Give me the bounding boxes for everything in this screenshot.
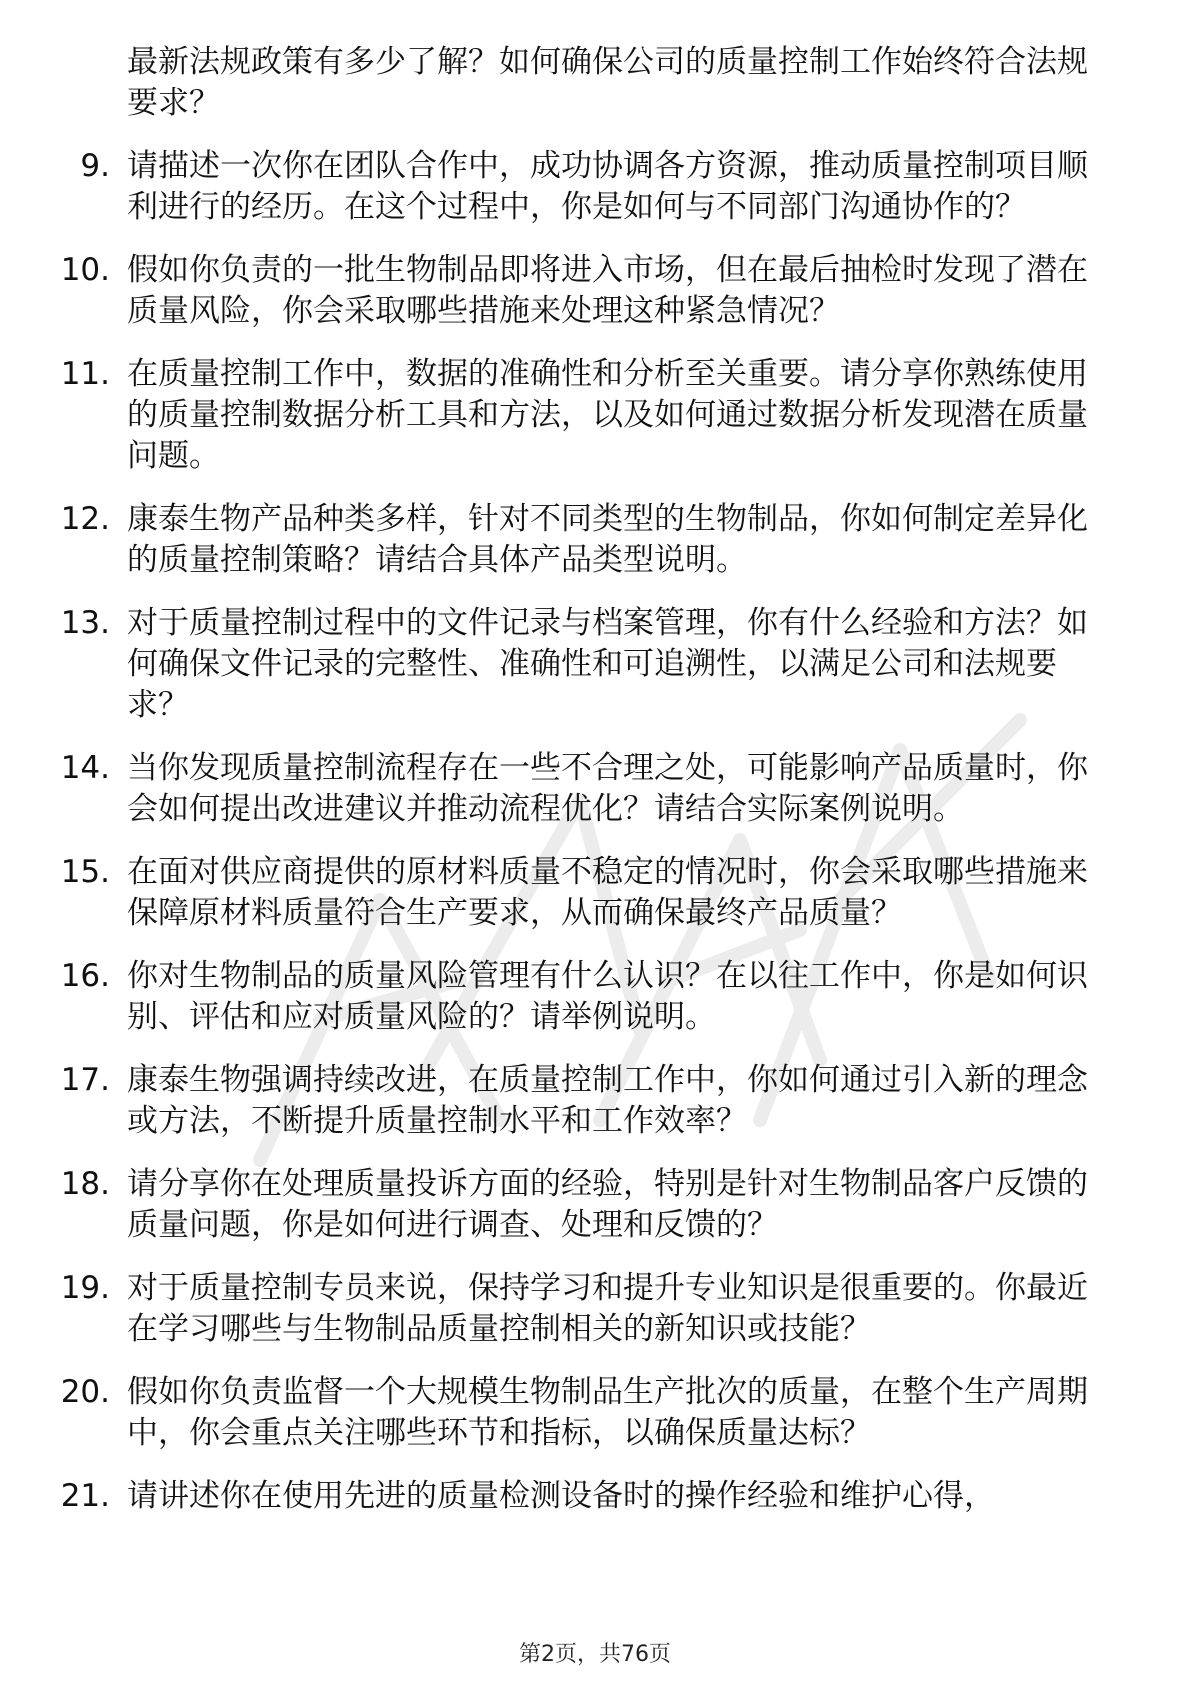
question-text: 在质量控制工作中，数据的准确性和分析至关重要。请分享你熟练使用的质量控制数据分析工具和方法，以及如何通过数据分析发现潜在质量问题。: [127, 356, 1088, 474]
question-number: 12.: [60, 501, 110, 537]
question-text: 你对生物制品的质量风险管理有什么认识？在以往工作中，你是如何识别、评估和应对质量风险的？请举例说明。: [127, 958, 1088, 1035]
question-number: 20.: [60, 1374, 110, 1410]
question-text: 康泰生物强调持续改进，在质量控制工作中，你如何通过引入新的理念或方法，不断提升质量控制水平和工作效率？: [127, 1062, 1088, 1139]
list-item-question-17: [0, 1060, 1190, 1142]
list-item-question-18: [0, 1164, 1190, 1246]
question-text: 假如你负责监督一个大规模生物制品生产批次的质量，在整个生产周期中，你会重点关注哪些环节和指标，以确保质量达标？: [127, 1374, 1088, 1451]
page-number-footer: 第2页，共76页: [519, 1642, 671, 1667]
continuation-paragraph: 最新法规政策有多少了解？如何确保公司的质量控制工作始终符合法规要求？: [127, 44, 1088, 121]
question-number: 21.: [60, 1478, 110, 1514]
list-item-question-10: [0, 250, 1190, 332]
question-number: 15.: [60, 854, 110, 890]
question-text: 康泰生物产品种类多样，针对不同类型的生物制品，你如何制定差异化的质量控制策略？请结合具体产品类型说明。: [127, 501, 1088, 578]
question-number: 18.: [60, 1166, 110, 1202]
list-item-question-16: [0, 956, 1190, 1038]
list-item-question-9: [0, 146, 1190, 228]
question-text: 对于质量控制过程中的文件记录与档案管理，你有什么经验和方法？如何确保文件记录的完整性、准确性和可追溯性，以满足公司和法规要求？: [127, 605, 1088, 723]
list-item-question-12: [0, 499, 1190, 581]
question-number: 19.: [60, 1270, 110, 1306]
list-item-question-20: [0, 1372, 1190, 1454]
list-item-question-15: [0, 852, 1190, 934]
list-item-question-14: [0, 748, 1190, 830]
list-item-question-19: [0, 1268, 1190, 1350]
question-number: 14.: [60, 750, 110, 786]
question-number: 10.: [60, 252, 110, 288]
question-text: 对于质量控制专员来说，保持学习和提升专业知识是很重要的。你最近在学习哪些与生物制品质量控制相关的新知识或技能？: [127, 1270, 1088, 1347]
question-text: 请分享你在处理质量投诉方面的经验，特别是针对生物制品客户反馈的质量问题，你是如何进行调查、处理和反馈的？: [127, 1166, 1088, 1243]
question-number: 9.: [80, 148, 110, 184]
question-text: 在面对供应商提供的原材料质量不稳定的情况时，你会采取哪些措施来保障原材料质量符合生产要求，从而确保最终产品质量？: [127, 854, 1088, 931]
question-number: 13.: [60, 605, 110, 641]
question-text: 请描述一次你在团队合作中，成功协调各方资源，推动质量控制项目顺利进行的经历。在这个过程中，你是如何与不同部门沟通协作的？: [127, 148, 1088, 225]
question-number: 17.: [60, 1062, 110, 1098]
list-item-question-11: [0, 354, 1190, 477]
list-item-question-21: [0, 1476, 1190, 1517]
question-number: 16.: [60, 958, 110, 994]
question-list: [0, 42, 1190, 1539]
question-number: 11.: [60, 356, 110, 392]
question-text: 当你发现质量控制流程存在一些不合理之处，可能影响产品质量时，你会如何提出改进建议并推动流程优化？请结合实际案例说明。: [127, 750, 1088, 827]
question-text: 假如你负责的一批生物制品即将进入市场，但在最后抽检时发现了潜在质量风险，你会采取哪些措施来处理这种紧急情况？: [127, 252, 1088, 329]
list-item-question-13: [0, 603, 1190, 726]
question-text: 请讲述你在使用先进的质量检测设备时的操作经验和维护心得，: [127, 1478, 995, 1514]
